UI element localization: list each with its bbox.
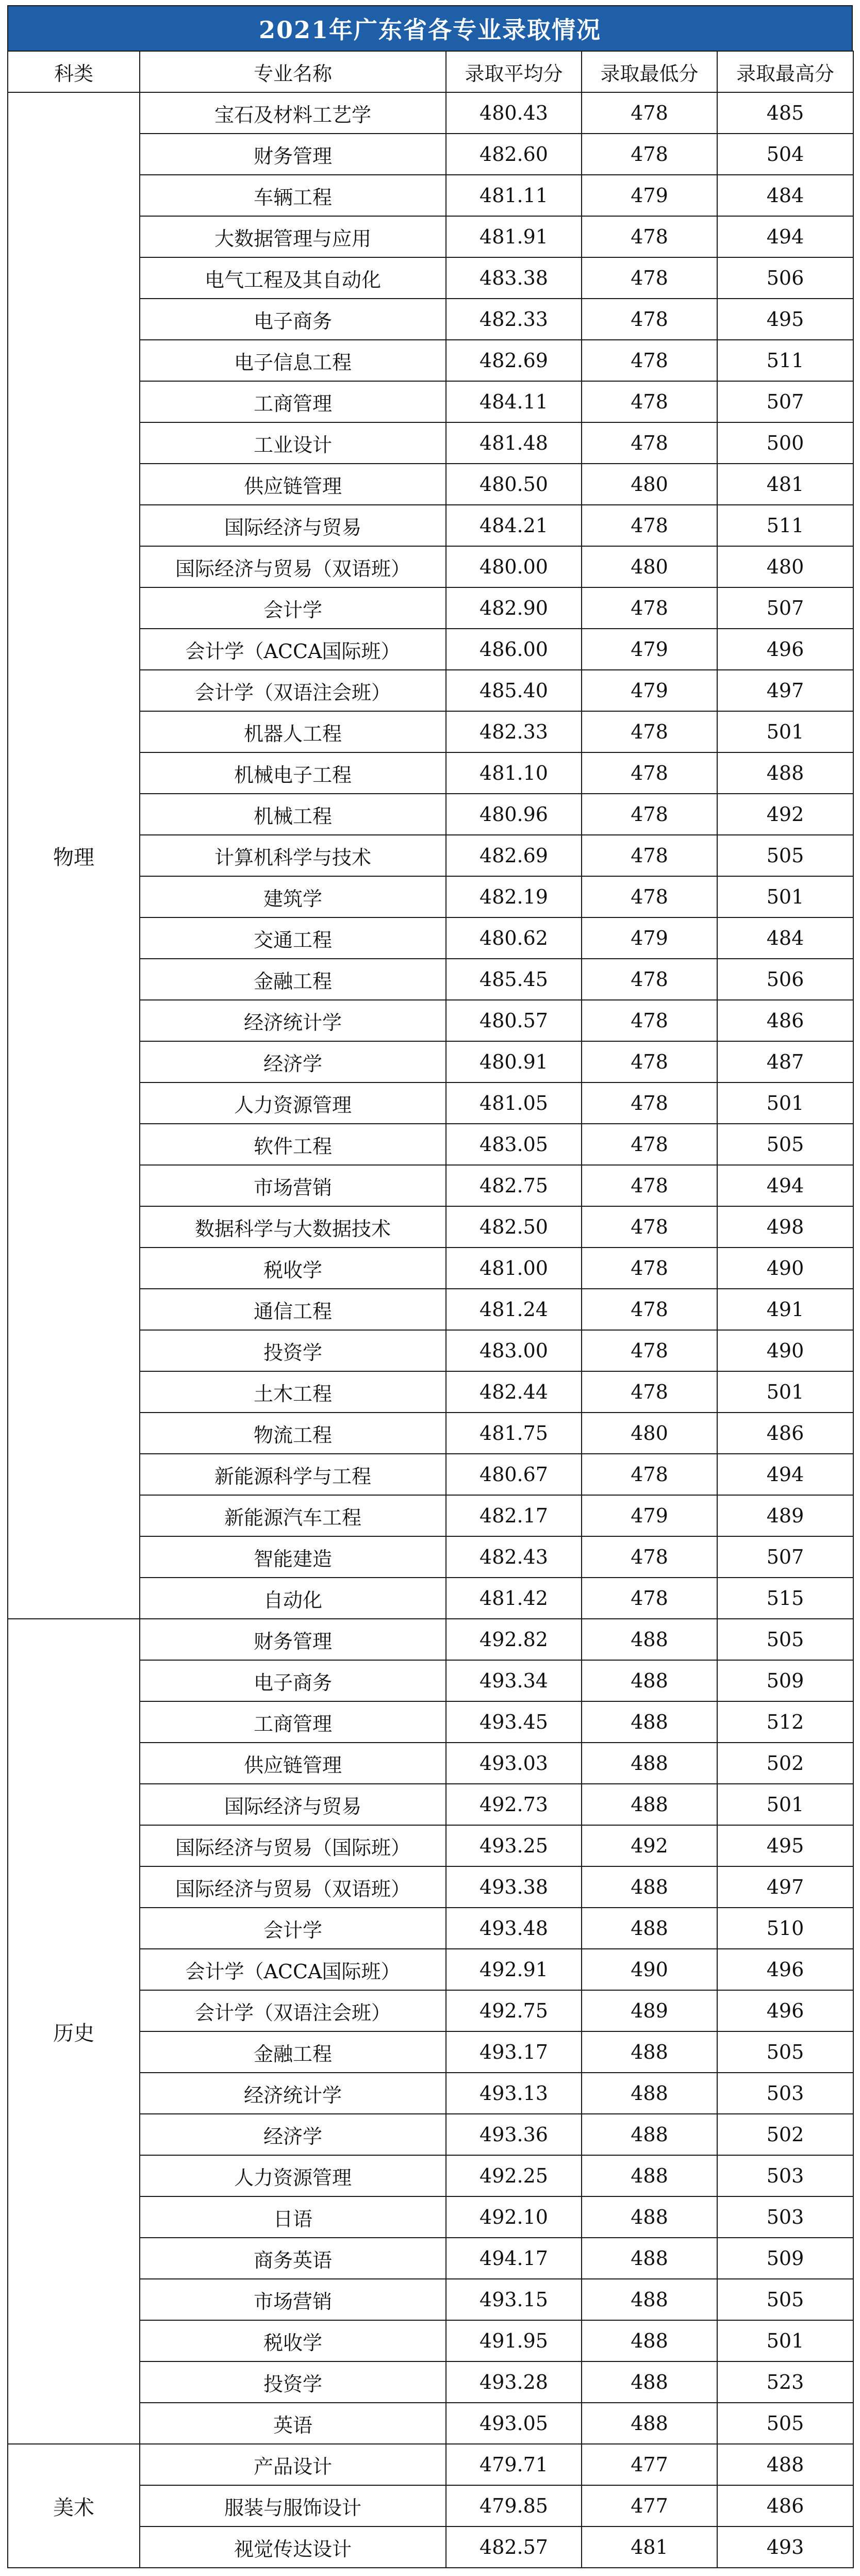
min-score: 478 bbox=[582, 1330, 717, 1371]
major-name: 会计学（ACCA国际班） bbox=[140, 1949, 446, 1990]
max-score: 501 bbox=[717, 1371, 853, 1413]
max-score: 505 bbox=[717, 835, 853, 876]
major-name: 英语 bbox=[140, 2403, 446, 2444]
max-score: 523 bbox=[717, 2361, 853, 2403]
max-score: 509 bbox=[717, 2238, 853, 2279]
major-name: 经济学 bbox=[140, 1041, 446, 1082]
avg-score: 493.05 bbox=[446, 2403, 582, 2444]
table-header bbox=[8, 51, 853, 92]
major-name: 宝石及材料工艺学 bbox=[140, 92, 446, 134]
max-score: 485 bbox=[717, 92, 853, 134]
max-score: 491 bbox=[717, 1289, 853, 1330]
min-score: 488 bbox=[582, 2403, 717, 2444]
major-name: 自动化 bbox=[140, 1578, 446, 1619]
avg-score: 493.25 bbox=[446, 1825, 582, 1866]
min-score: 478 bbox=[582, 711, 717, 752]
avg-score: 492.75 bbox=[446, 1990, 582, 2031]
min-score: 481 bbox=[582, 2526, 717, 2568]
min-score: 478 bbox=[582, 1578, 717, 1619]
major-name: 机器人工程 bbox=[140, 711, 446, 752]
avg-score: 482.57 bbox=[446, 2526, 582, 2568]
table-row bbox=[8, 2444, 853, 2485]
max-score: 511 bbox=[717, 340, 853, 381]
max-score: 501 bbox=[717, 2320, 853, 2361]
major-name: 视觉传达设计 bbox=[140, 2526, 446, 2568]
major-name: 新能源科学与工程 bbox=[140, 1454, 446, 1495]
avg-score: 482.33 bbox=[446, 299, 582, 340]
min-score: 478 bbox=[582, 134, 717, 175]
major-name: 建筑学 bbox=[140, 876, 446, 917]
min-score: 478 bbox=[582, 381, 717, 422]
min-score: 480 bbox=[582, 546, 717, 587]
table-row bbox=[8, 1619, 853, 1660]
min-score: 478 bbox=[582, 1454, 717, 1495]
avg-score: 484.11 bbox=[446, 381, 582, 422]
min-score: 478 bbox=[582, 1371, 717, 1413]
max-score: 495 bbox=[717, 1825, 853, 1866]
table-title: 2021年广东省各专业录取情况 bbox=[7, 5, 853, 51]
avg-score: 482.19 bbox=[446, 876, 582, 917]
table-body bbox=[8, 92, 853, 2568]
min-score: 478 bbox=[582, 216, 717, 257]
max-score: 515 bbox=[717, 1578, 853, 1619]
min-score: 488 bbox=[582, 2155, 717, 2196]
max-score: 490 bbox=[717, 1330, 853, 1371]
avg-score: 482.33 bbox=[446, 711, 582, 752]
min-score: 478 bbox=[582, 1289, 717, 1330]
major-name: 经济学 bbox=[140, 2114, 446, 2155]
max-score: 509 bbox=[717, 1660, 853, 1701]
min-score: 490 bbox=[582, 1949, 717, 1990]
major-name: 电子信息工程 bbox=[140, 340, 446, 381]
major-name: 会计学（双语注会班） bbox=[140, 1990, 446, 2031]
avg-score: 492.10 bbox=[446, 2196, 582, 2238]
max-score: 484 bbox=[717, 917, 853, 959]
min-score: 478 bbox=[582, 794, 717, 835]
major-name: 工商管理 bbox=[140, 1701, 446, 1743]
min-score: 478 bbox=[582, 752, 717, 794]
avg-score: 493.36 bbox=[446, 2114, 582, 2155]
min-score: 488 bbox=[582, 2073, 717, 2114]
avg-score: 494.17 bbox=[446, 2238, 582, 2279]
min-score: 488 bbox=[582, 1908, 717, 1949]
max-score: 501 bbox=[717, 1082, 853, 1124]
max-score: 498 bbox=[717, 1206, 853, 1248]
major-name: 投资学 bbox=[140, 1330, 446, 1371]
min-score: 478 bbox=[582, 340, 717, 381]
min-score: 488 bbox=[582, 2279, 717, 2320]
header-major: 专业名称 bbox=[140, 51, 446, 92]
min-score: 479 bbox=[582, 670, 717, 711]
max-score: 496 bbox=[717, 1949, 853, 1990]
min-score: 488 bbox=[582, 1866, 717, 1908]
major-name: 会计学 bbox=[140, 587, 446, 629]
avg-score: 481.42 bbox=[446, 1578, 582, 1619]
major-name: 会计学（ACCA国际班） bbox=[140, 629, 446, 670]
avg-score: 482.43 bbox=[446, 1536, 582, 1578]
min-score: 480 bbox=[582, 464, 717, 505]
min-score: 478 bbox=[582, 1124, 717, 1165]
major-name: 国际经济与贸易（双语班） bbox=[140, 546, 446, 587]
min-score: 477 bbox=[582, 2485, 717, 2526]
min-score: 488 bbox=[582, 1743, 717, 1784]
avg-score: 482.90 bbox=[446, 587, 582, 629]
avg-score: 493.17 bbox=[446, 2031, 582, 2073]
category-cell: 历史 bbox=[8, 1619, 140, 2444]
major-name: 智能建造 bbox=[140, 1536, 446, 1578]
major-name: 土木工程 bbox=[140, 1371, 446, 1413]
min-score: 489 bbox=[582, 1990, 717, 2031]
avg-score: 482.69 bbox=[446, 835, 582, 876]
max-score: 497 bbox=[717, 670, 853, 711]
major-name: 机械电子工程 bbox=[140, 752, 446, 794]
avg-score: 481.10 bbox=[446, 752, 582, 794]
major-name: 金融工程 bbox=[140, 959, 446, 1000]
min-score: 479 bbox=[582, 175, 717, 216]
avg-score: 493.13 bbox=[446, 2073, 582, 2114]
min-score: 492 bbox=[582, 1825, 717, 1866]
major-name: 国际经济与贸易（国际班） bbox=[140, 1825, 446, 1866]
major-name: 电气工程及其自动化 bbox=[140, 257, 446, 299]
avg-score: 483.05 bbox=[446, 1124, 582, 1165]
category-cell: 物理 bbox=[8, 92, 140, 1619]
max-score: 504 bbox=[717, 134, 853, 175]
min-score: 478 bbox=[582, 876, 717, 917]
major-name: 商务英语 bbox=[140, 2238, 446, 2279]
major-name: 会计学（双语注会班） bbox=[140, 670, 446, 711]
min-score: 478 bbox=[582, 959, 717, 1000]
avg-score: 483.00 bbox=[446, 1330, 582, 1371]
avg-score: 481.24 bbox=[446, 1289, 582, 1330]
avg-score: 493.48 bbox=[446, 1908, 582, 1949]
avg-score: 481.48 bbox=[446, 422, 582, 464]
avg-score: 480.57 bbox=[446, 1000, 582, 1041]
major-name: 大数据管理与应用 bbox=[140, 216, 446, 257]
max-score: 486 bbox=[717, 1000, 853, 1041]
min-score: 477 bbox=[582, 2444, 717, 2485]
major-name: 机械工程 bbox=[140, 794, 446, 835]
avg-score: 480.43 bbox=[446, 92, 582, 134]
max-score: 507 bbox=[717, 381, 853, 422]
major-name: 服装与服饰设计 bbox=[140, 2485, 446, 2526]
min-score: 488 bbox=[582, 2361, 717, 2403]
min-score: 478 bbox=[582, 1536, 717, 1578]
major-name: 国际经济与贸易 bbox=[140, 505, 446, 546]
header-min-score: 录取最低分 bbox=[582, 51, 717, 92]
major-name: 经济统计学 bbox=[140, 2073, 446, 2114]
avg-score: 480.96 bbox=[446, 794, 582, 835]
avg-score: 481.05 bbox=[446, 1082, 582, 1124]
avg-score: 482.50 bbox=[446, 1206, 582, 1248]
max-score: 484 bbox=[717, 175, 853, 216]
major-name: 市场营销 bbox=[140, 2279, 446, 2320]
major-name: 人力资源管理 bbox=[140, 2155, 446, 2196]
avg-score: 479.71 bbox=[446, 2444, 582, 2485]
major-name: 供应链管理 bbox=[140, 464, 446, 505]
major-name: 供应链管理 bbox=[140, 1743, 446, 1784]
max-score: 505 bbox=[717, 2403, 853, 2444]
max-score: 495 bbox=[717, 299, 853, 340]
major-name: 国际经济与贸易 bbox=[140, 1784, 446, 1825]
major-name: 市场营销 bbox=[140, 1165, 446, 1206]
max-score: 492 bbox=[717, 794, 853, 835]
category-cell: 美术 bbox=[8, 2444, 140, 2568]
max-score: 507 bbox=[717, 587, 853, 629]
major-name: 会计学 bbox=[140, 1908, 446, 1949]
max-score: 488 bbox=[717, 752, 853, 794]
min-score: 478 bbox=[582, 1165, 717, 1206]
max-score: 493 bbox=[717, 2526, 853, 2568]
min-score: 478 bbox=[582, 1000, 717, 1041]
avg-score: 482.60 bbox=[446, 134, 582, 175]
max-score: 494 bbox=[717, 216, 853, 257]
max-score: 506 bbox=[717, 257, 853, 299]
avg-score: 492.91 bbox=[446, 1949, 582, 1990]
avg-score: 493.45 bbox=[446, 1701, 582, 1743]
avg-score: 492.73 bbox=[446, 1784, 582, 1825]
min-score: 488 bbox=[582, 1619, 717, 1660]
min-score: 478 bbox=[582, 1041, 717, 1082]
min-score: 479 bbox=[582, 629, 717, 670]
max-score: 494 bbox=[717, 1165, 853, 1206]
avg-score: 485.45 bbox=[446, 959, 582, 1000]
min-score: 488 bbox=[582, 2320, 717, 2361]
min-score: 488 bbox=[582, 2238, 717, 2279]
max-score: 502 bbox=[717, 1743, 853, 1784]
major-name: 车辆工程 bbox=[140, 175, 446, 216]
min-score: 488 bbox=[582, 2031, 717, 2073]
avg-score: 483.38 bbox=[446, 257, 582, 299]
major-name: 工业设计 bbox=[140, 422, 446, 464]
header-avg-score: 录取平均分 bbox=[446, 51, 582, 92]
max-score: 480 bbox=[717, 546, 853, 587]
avg-score: 492.25 bbox=[446, 2155, 582, 2196]
max-score: 496 bbox=[717, 629, 853, 670]
max-score: 487 bbox=[717, 1041, 853, 1082]
avg-score: 484.21 bbox=[446, 505, 582, 546]
max-score: 511 bbox=[717, 505, 853, 546]
max-score: 501 bbox=[717, 876, 853, 917]
min-score: 478 bbox=[582, 257, 717, 299]
min-score: 488 bbox=[582, 1660, 717, 1701]
avg-score: 482.69 bbox=[446, 340, 582, 381]
max-score: 510 bbox=[717, 1908, 853, 1949]
major-name: 软件工程 bbox=[140, 1124, 446, 1165]
major-name: 税收学 bbox=[140, 1248, 446, 1289]
max-score: 501 bbox=[717, 711, 853, 752]
avg-score: 491.95 bbox=[446, 2320, 582, 2361]
major-name: 财务管理 bbox=[140, 1619, 446, 1660]
max-score: 502 bbox=[717, 2114, 853, 2155]
major-name: 税收学 bbox=[140, 2320, 446, 2361]
min-score: 478 bbox=[582, 1206, 717, 1248]
major-name: 计算机科学与技术 bbox=[140, 835, 446, 876]
max-score: 505 bbox=[717, 2279, 853, 2320]
major-name: 财务管理 bbox=[140, 134, 446, 175]
avg-score: 480.62 bbox=[446, 917, 582, 959]
max-score: 489 bbox=[717, 1495, 853, 1536]
min-score: 478 bbox=[582, 1082, 717, 1124]
avg-score: 480.91 bbox=[446, 1041, 582, 1082]
max-score: 505 bbox=[717, 2031, 853, 2073]
max-score: 512 bbox=[717, 1701, 853, 1743]
major-name: 产品设计 bbox=[140, 2444, 446, 2485]
avg-score: 480.00 bbox=[446, 546, 582, 587]
admission-table bbox=[7, 51, 854, 2568]
min-score: 488 bbox=[582, 2196, 717, 2238]
avg-score: 481.91 bbox=[446, 216, 582, 257]
max-score: 501 bbox=[717, 1784, 853, 1825]
min-score: 478 bbox=[582, 505, 717, 546]
max-score: 497 bbox=[717, 1866, 853, 1908]
max-score: 486 bbox=[717, 1413, 853, 1454]
min-score: 478 bbox=[582, 299, 717, 340]
major-name: 日语 bbox=[140, 2196, 446, 2238]
max-score: 488 bbox=[717, 2444, 853, 2485]
avg-score: 486.00 bbox=[446, 629, 582, 670]
avg-score: 482.75 bbox=[446, 1165, 582, 1206]
major-name: 国际经济与贸易（双语班） bbox=[140, 1866, 446, 1908]
min-score: 480 bbox=[582, 1413, 717, 1454]
max-score: 481 bbox=[717, 464, 853, 505]
max-score: 507 bbox=[717, 1536, 853, 1578]
avg-score: 480.50 bbox=[446, 464, 582, 505]
max-score: 490 bbox=[717, 1248, 853, 1289]
avg-score: 493.03 bbox=[446, 1743, 582, 1784]
min-score: 478 bbox=[582, 835, 717, 876]
max-score: 503 bbox=[717, 2073, 853, 2114]
avg-score: 481.11 bbox=[446, 175, 582, 216]
avg-score: 481.00 bbox=[446, 1248, 582, 1289]
avg-score: 485.40 bbox=[446, 670, 582, 711]
avg-score: 480.67 bbox=[446, 1454, 582, 1495]
max-score: 505 bbox=[717, 1619, 853, 1660]
avg-score: 493.28 bbox=[446, 2361, 582, 2403]
major-name: 电子商务 bbox=[140, 1660, 446, 1701]
avg-score: 482.44 bbox=[446, 1371, 582, 1413]
min-score: 478 bbox=[582, 587, 717, 629]
table-row bbox=[8, 92, 853, 134]
avg-score: 493.38 bbox=[446, 1866, 582, 1908]
max-score: 503 bbox=[717, 2155, 853, 2196]
min-score: 478 bbox=[582, 422, 717, 464]
major-name: 经济统计学 bbox=[140, 1000, 446, 1041]
major-name: 人力资源管理 bbox=[140, 1082, 446, 1124]
min-score: 479 bbox=[582, 917, 717, 959]
min-score: 488 bbox=[582, 1701, 717, 1743]
max-score: 494 bbox=[717, 1454, 853, 1495]
header-max-score: 录取最高分 bbox=[717, 51, 853, 92]
major-name: 数据科学与大数据技术 bbox=[140, 1206, 446, 1248]
avg-score: 493.15 bbox=[446, 2279, 582, 2320]
major-name: 通信工程 bbox=[140, 1289, 446, 1330]
header-category: 科类 bbox=[8, 51, 140, 92]
min-score: 478 bbox=[582, 1248, 717, 1289]
min-score: 479 bbox=[582, 1495, 717, 1536]
major-name: 投资学 bbox=[140, 2361, 446, 2403]
min-score: 488 bbox=[582, 1784, 717, 1825]
min-score: 488 bbox=[582, 2114, 717, 2155]
max-score: 486 bbox=[717, 2485, 853, 2526]
min-score: 478 bbox=[582, 92, 717, 134]
major-name: 新能源汽车工程 bbox=[140, 1495, 446, 1536]
avg-score: 479.85 bbox=[446, 2485, 582, 2526]
max-score: 496 bbox=[717, 1990, 853, 2031]
avg-score: 493.34 bbox=[446, 1660, 582, 1701]
max-score: 505 bbox=[717, 1124, 853, 1165]
major-name: 金融工程 bbox=[140, 2031, 446, 2073]
major-name: 电子商务 bbox=[140, 299, 446, 340]
major-name: 交通工程 bbox=[140, 917, 446, 959]
max-score: 506 bbox=[717, 959, 853, 1000]
avg-score: 481.75 bbox=[446, 1413, 582, 1454]
header-row bbox=[8, 51, 853, 92]
major-name: 工商管理 bbox=[140, 381, 446, 422]
avg-score: 492.82 bbox=[446, 1619, 582, 1660]
major-name: 物流工程 bbox=[140, 1413, 446, 1454]
max-score: 500 bbox=[717, 422, 853, 464]
avg-score: 482.17 bbox=[446, 1495, 582, 1536]
max-score: 503 bbox=[717, 2196, 853, 2238]
